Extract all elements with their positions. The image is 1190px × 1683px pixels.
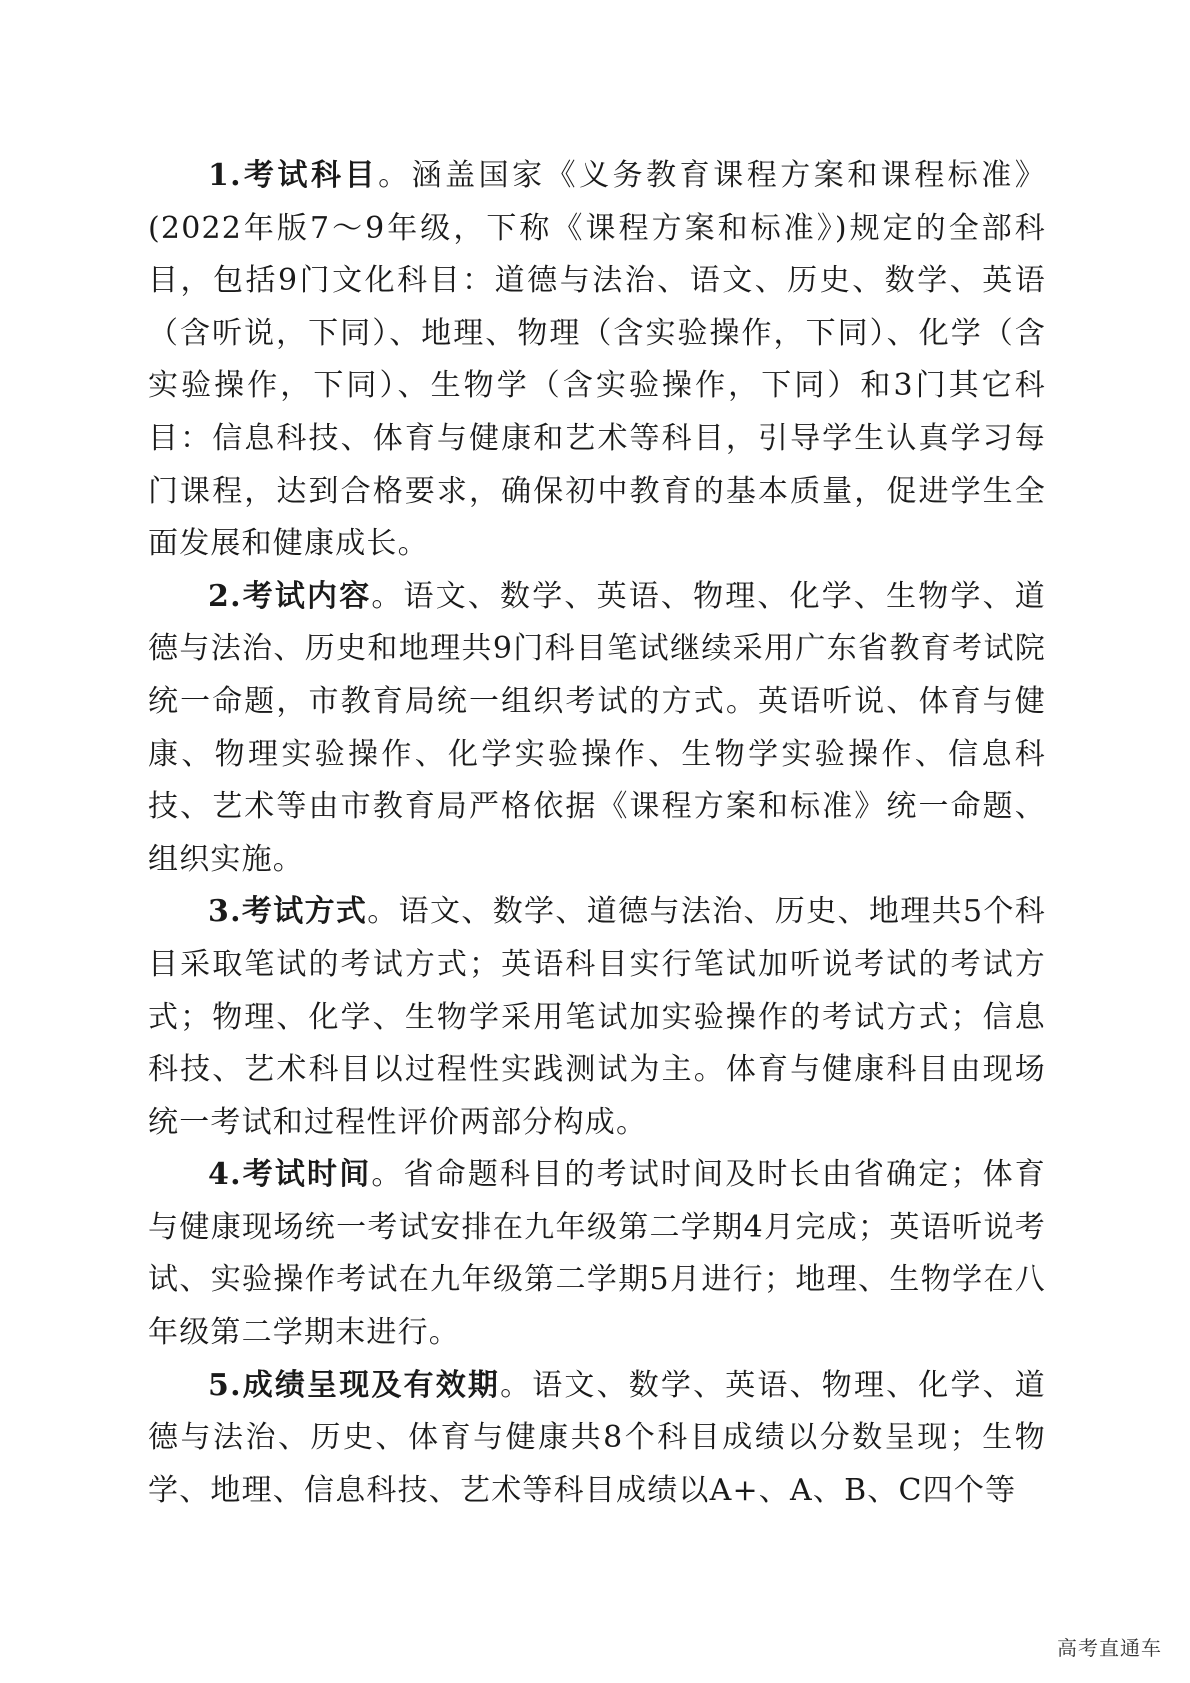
paragraph-text: 。省命题科目的考试时间及时长由省确定；体育与健康现场统一考试安排在九年级第二学期4月完成；英语听说考试、实验操作考试在九年级第二学期5月进行；地理、生物学在八年级第二学期末进行。 <box>148 1157 1046 1351</box>
paragraph-heading: 2.考试内容 <box>208 578 372 614</box>
paragraph-text: 。语文、数学、道德与法治、历史、地理共5个科目采取笔试的考试方式；英语科目实行笔试加听说考试的考试方式；物理、化学、生物学采用笔试加实验操作的考试方式；信息科技、艺术科目以过程性实践测试为主。体育与健康科目由现场统一考试和过程性评价两部分构成。 <box>148 894 1046 1140</box>
document-body <box>148 150 1046 1517</box>
paragraph-heading: 1.考试科目 <box>208 158 379 193</box>
paragraph-text: 。涵盖国家《义务教育课程方案和课程标准》(2022年版7～9年级，下称《课程方案和标准》)规定的全部科目，包括9门文化科目：道德与法治、语文、历史、数学、英语（含听说，下同）、地理、物理（含实验操作，下同）、化学（含实验操作，下同）、生物学（含实验操作，下同）和3门其它科目：信息科技、体育与健康和艺术等科目，引导学生认真学习每门课程，达到合格要求，确保初中教育的基本质量，促进学生全面发展和健康成长。 <box>148 158 1046 562</box>
paragraph-exam-method <box>148 886 1046 1149</box>
watermark: 高考直通车 <box>1057 1636 1162 1660</box>
paragraph-score-validity <box>148 1360 1046 1518</box>
paragraph-heading: 3.考试方式 <box>208 894 368 930</box>
paragraph-heading: 4.考试时间 <box>208 1157 372 1193</box>
paragraph-exam-content <box>148 571 1046 887</box>
paragraph-exam-time <box>148 1149 1046 1359</box>
paragraph-exam-subjects <box>148 150 1046 571</box>
paragraph-text: 。语文、数学、英语、物理、化学、道德与法治、历史、体育与健康共8个科目成绩以分数呈现；生物学、地理、信息科技、艺术等科目成绩以A+、A、B、C四个等 <box>148 1367 1046 1508</box>
paragraph-text: 。语文、数学、英语、物理、化学、生物学、道德与法治、历史和地理共9门科目笔试继续采用广东省教育考试院统一命题，市教育局统一组织考试的方式。英语听说、体育与健康、物理实验操作、化学实验操作、生物学实验操作、信息科技、艺术等由市教育局严格依据《课程方案和标准》统一命题、组织实施。 <box>148 578 1046 877</box>
paragraph-heading: 5.成绩呈现及有效期 <box>208 1367 501 1403</box>
